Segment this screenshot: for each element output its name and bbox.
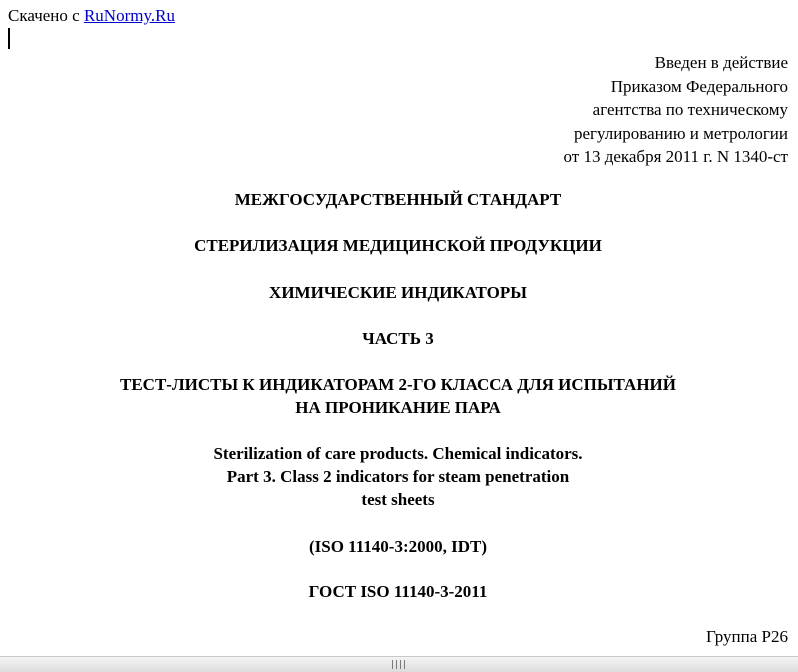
source-line: [8, 6, 175, 26]
enactment-line: Введен в действие: [654, 53, 788, 72]
enactment-line: от 13 декабря 2011 г. N 1340-ст: [563, 147, 788, 166]
title-heading-1: СТЕРИЛИЗАЦИЯ МЕДИЦИНСКОЙ ПРОДУКЦИИ: [194, 236, 602, 255]
english-title-line-1: Sterilization of care products. Chemical indicators.: [213, 444, 583, 463]
runormy-link[interactable]: RuNormy.Ru: [83, 6, 175, 25]
group-code: Группа Р26: [706, 627, 788, 646]
scrollbar-grip-icon[interactable]: [392, 660, 406, 669]
subtitle-line-1: ТЕСТ-ЛИСТЫ К ИНДИКАТОРАМ 2-ГО КЛАССА ДЛЯ ИСПЫТАНИЙ: [119, 375, 676, 394]
enactment-line: агентства по техническому: [592, 100, 788, 119]
enactment-block: [563, 51, 788, 169]
standard-type-heading: МЕЖГОСУДАРСТВЕННЫЙ СТАНДАРТ: [234, 190, 562, 209]
subtitle-heading: [0, 373, 796, 419]
gost-number: ГОСТ ISO 11140-3-2011: [308, 582, 488, 601]
enactment-line: регулированию и метрологии: [573, 123, 788, 143]
part-heading: ЧАСТЬ 3: [362, 329, 434, 348]
english-title-line-2: Part 3. Class 2 indicators for steam penetration: [226, 467, 570, 486]
title-heading-2: ХИМИЧЕСКИЕ ИНДИКАТОРЫ: [269, 283, 527, 302]
source-prefix: Скачено с: [8, 6, 80, 25]
horizontal-scrollbar[interactable]: [0, 656, 798, 672]
text-cursor: [8, 28, 10, 49]
english-title-line-3: test sheets: [361, 490, 435, 509]
english-title: [0, 442, 796, 511]
subtitle-line-2: НА ПРОНИКАНИЕ ПАРА: [295, 398, 501, 417]
iso-reference: (ISO 11140-3:2000, IDT): [308, 537, 488, 556]
enactment-line: Приказом Федерального: [610, 76, 788, 96]
